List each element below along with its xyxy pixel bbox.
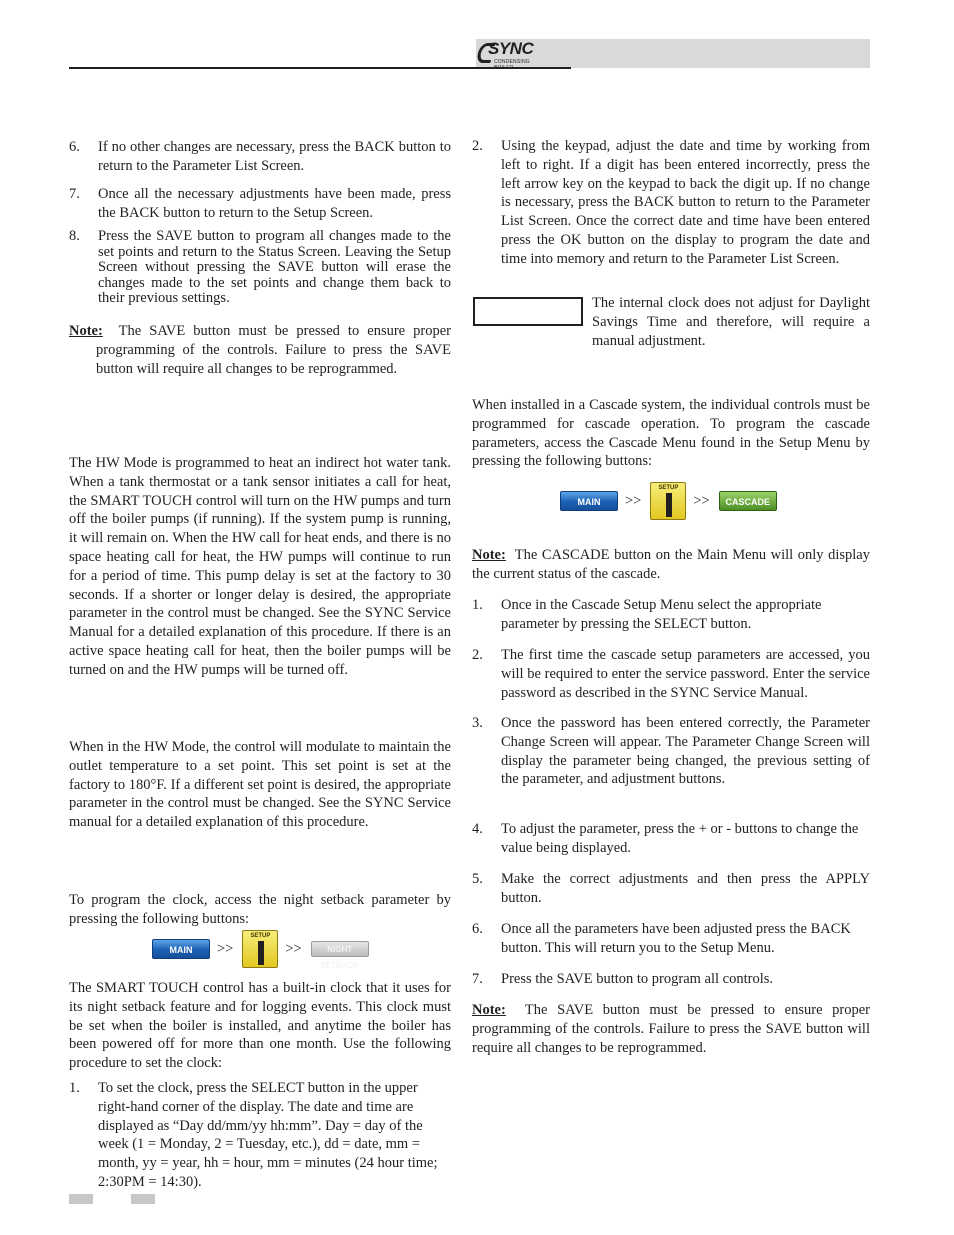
note-save-cascade (472, 1001, 870, 1057)
note-text: The SAVE button must be pressed to ensure proper programming of the controls. Failure to press the SAVE button will require all changes to be reprogrammed. (96, 323, 451, 377)
clock-button-sequence (152, 930, 369, 968)
list-item: 1. Once in the Cascade Setup Menu select the appropriate parameter by pressing the SELECT button. (472, 597, 822, 632)
list-item: 6. Once all the parameters have been adjusted press the BACK button. This will return you to the Setup Menu. (472, 921, 851, 956)
list-item: 2. The first time the cascade setup parameters are accessed, you will be required to enter the service password. Enter the service password as described in the SYNC Service Manual. (472, 647, 870, 701)
footer-block (69, 1194, 93, 1204)
setup-button[interactable]: SETUP (650, 482, 686, 520)
list-item: 6. If no other changes are necessary, press the BACK button to return to the Parameter List Screen. (69, 139, 451, 174)
note-save (69, 322, 451, 378)
logo-tagline: CONDENSING BOILER (494, 59, 530, 71)
list-item: 7. Once all the necessary adjustments have been made, press the BACK button to return to the Setup Screen. (69, 186, 451, 221)
list-item: 1. To set the clock, press the SELECT button in the upper right-hand corner of the display. The date and time are displayed as “Day dd/mm/yy hh:mm”. Day = day of the week (1 = Monday, 2 = Tuesday, etc.), dd = date, mm = month, yy = year, hh = hour, mm = minutes (24 hour time; 2:30PM = 14:30). (69, 1080, 438, 1190)
note-text: The CASCADE button on the Main Menu will only display the current status of the cascade. (472, 547, 870, 582)
separator: >> (285, 940, 302, 957)
clock-paragraph: The SMART TOUCH control has a built-in clock that it uses for its night setback feature and for logging events. This clock must be set when the boiler is installed, and anytime the boiler has been powered off for more than one month. Use the following procedure to set the clock: (69, 980, 451, 1072)
note-cascade (472, 546, 870, 584)
list-item: 5. Make the correct adjustments and then press the APPLY button. (472, 871, 870, 906)
footer-block (131, 1194, 155, 1204)
list-item: 3. Once the password has been entered correctly, the Parameter Change Screen will appear. The Parameter Change Screen will display the parameter being changed, the previous setting of the parameter, and adjustment buttons. (472, 715, 870, 788)
separator: >> (693, 492, 710, 509)
setup-icon (666, 493, 672, 517)
clock-intro: To program the clock, access the night setback parameter by pressing the following buttons: (69, 892, 451, 927)
separator: >> (625, 492, 642, 509)
note-label: Note: (472, 1002, 506, 1018)
note-label: Note: (69, 323, 103, 339)
main-button[interactable]: MAIN (152, 939, 210, 959)
note-text: The SAVE button must be pressed to ensure proper programming of the controls. Failure to press the SAVE button will require all changes to be reprogrammed. (472, 1002, 870, 1056)
setup-button[interactable]: SETUP (242, 930, 278, 968)
list-item: 8. Press the SAVE button to program all changes made to the set points and return to the Status Screen. Leaving the Setup Screen without pressing the SAVE button will erase the changes made to the set points and change them back to their previous settings. (69, 228, 451, 307)
separator: >> (217, 940, 234, 957)
clock-note-paragraph: The internal clock does not adjust for Daylight Savings Time and therefore, will require a manual adjustment. (592, 295, 870, 349)
sync-logo (478, 39, 548, 71)
hw-mode-paragraph: The HW Mode is programmed to heat an indirect hot water tank. When a tank thermostat or a tank sensor initiates a call for heat, the SMART TOUCH control will turn on the HW pumps and turn off the boiler pumps (if running). If the system pump is running, it will remain on. When the HW call for heat ends, and there is no space heating call for heat, the HW pumps will continue to run for a period of time. This pump delay is set at the factory to 30 seconds. If a shorter or longer delay is desired, the appropriate parameter in the control must be changed. See the SYNC Service Manual for a detailed explanation of this procedure. If there is an active space heating call for heat, then the boiler pumps will be turned on and the HW pumps will be turned off. (69, 455, 451, 678)
main-button[interactable]: MAIN (560, 491, 618, 511)
night-setback-button[interactable]: NIGHT SETBACK (311, 941, 369, 957)
logo-text: SYNC (488, 39, 534, 58)
list-item: 7. Press the SAVE button to program all controls. (472, 971, 773, 987)
setup-icon (258, 941, 264, 965)
cascade-button[interactable]: CASCADE (719, 491, 777, 511)
cascade-button-sequence (560, 482, 777, 520)
cascade-intro: When installed in a Cascade system, the individual controls must be programmed for cascade operation. To program the cascade parameters, access the Cascade Menu found in the Setup Menu by pressing the following buttons: (472, 397, 870, 470)
list-item: 2. Using the keypad, adjust the date and time by working from left to right. If a digit has been entered incorrectly, press the left arrow key on the keypad to back the digit up. If no change is necessary, press the BACK button to return to the Parameter List Screen. Once the correct date and time have been entered press the OK button on the display to program the date and time into memory and return to the Parameter List Screen. (472, 138, 870, 267)
note-box (473, 297, 583, 326)
note-label: Note: (472, 547, 506, 563)
setpoint-paragraph: When in the HW Mode, the control will modulate to maintain the outlet temperature to a set point. This set point is set at the factory to 180°F. If a different set point is desired, the appropriate parameter in the control must be changed. See the SYNC Service manual for a detailed explanation of this procedure. (69, 739, 451, 831)
list-item: 4. To adjust the parameter, press the + or - buttons to change the value being displayed. (472, 821, 859, 856)
